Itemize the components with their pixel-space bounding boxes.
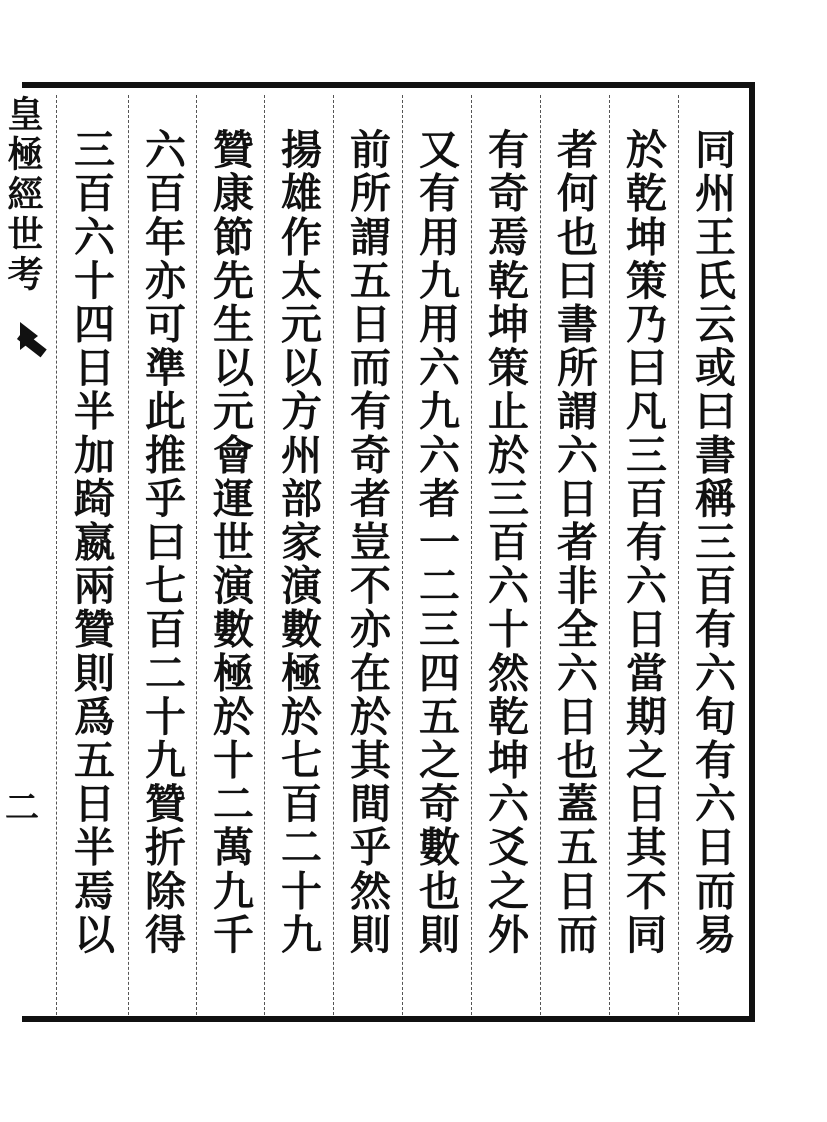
text-column-8: 贊康節先生以元會運世演數極於十二萬九千: [206, 128, 254, 957]
column-rule: [540, 95, 541, 1015]
text-column-6: 前所謂五日而有奇者豈不亦在於其間乎然則: [343, 128, 391, 957]
text-column-4: 有奇焉乾坤策止於三百六十然乾坤六爻之外: [481, 128, 529, 957]
margin-title: 皇極經世考: [2, 95, 44, 295]
text-column-3: 者何也曰書所謂六日者非全六日也蓋五日而: [550, 128, 598, 957]
text-column-7: 揚雄作太元以方州部家演數極於七百二十九: [274, 128, 322, 957]
column-rule: [56, 95, 57, 1015]
text-column-10: 三百六十四日半加踦嬴兩贊則爲五日半焉以: [67, 128, 115, 957]
text-column-2: 於乾坤策乃曰凡三百有六日當期之日其不同: [619, 128, 667, 957]
column-rule: [609, 95, 610, 1015]
text-column-5: 又有用九用六九六者一二三四五之奇數也則: [412, 128, 460, 957]
column-rule: [264, 95, 265, 1015]
column-rule: [333, 95, 334, 1015]
page-number: 二: [5, 788, 39, 828]
text-column-9: 六百年亦可準此推乎曰七百二十九贊折除得: [138, 128, 186, 957]
column-rule: [196, 95, 197, 1015]
column-rule: [471, 95, 472, 1015]
text-column-1: 同州王氏云或曰書稱三百有六旬有六日而易: [688, 128, 736, 957]
column-rule: [402, 95, 403, 1015]
column-rule: [678, 95, 679, 1015]
column-rule: [128, 95, 129, 1015]
